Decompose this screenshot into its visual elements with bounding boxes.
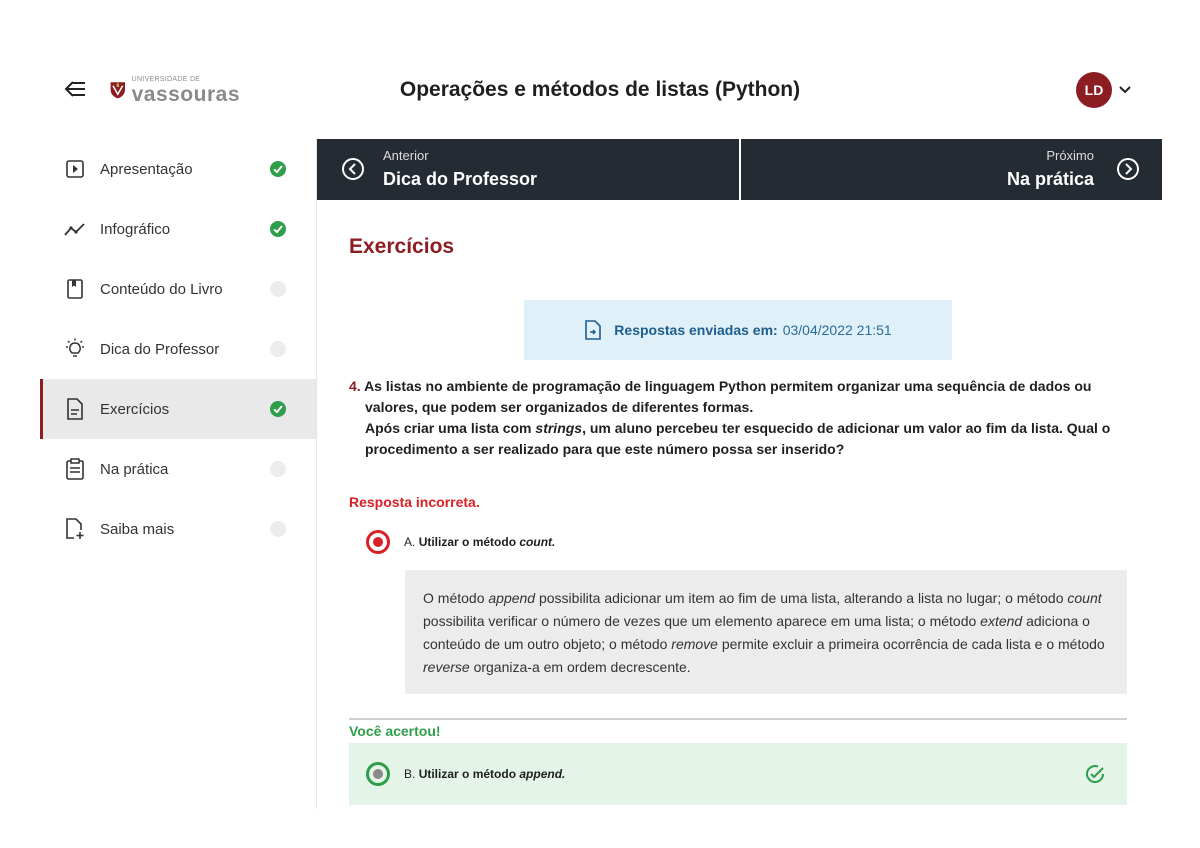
explanation-text: organiza-a em ordem decrescente. bbox=[469, 659, 691, 675]
option-label: Utilizar o método bbox=[418, 767, 520, 781]
sidebar-item-dica-do-professor[interactable] bbox=[40, 319, 316, 379]
status-check-icon bbox=[270, 221, 286, 237]
next-lesson-button[interactable] bbox=[741, 139, 1163, 200]
explanation-text: possibilita adicionar um item ao fim de uma lista, alterando a lista no lugar; o método bbox=[535, 590, 1068, 606]
question-number: 4. bbox=[349, 378, 361, 394]
explanation-text: possibilita verificar o número de vezes que um elemento aparece em uma lista; o método bbox=[423, 613, 981, 629]
lightbulb-icon bbox=[64, 338, 86, 360]
clipboard-icon bbox=[64, 458, 86, 480]
document-icon bbox=[64, 398, 86, 420]
previous-title: Dica do Professor bbox=[383, 169, 538, 189]
explanation-em: reverse bbox=[423, 659, 470, 675]
logo-big-text: vassouras bbox=[131, 82, 240, 106]
lesson-navbar bbox=[317, 139, 1162, 200]
answer-explanation bbox=[405, 570, 1127, 694]
next-label: Próximo bbox=[1046, 148, 1094, 163]
section-title: Exercícios bbox=[349, 235, 455, 258]
file-add-icon bbox=[64, 518, 86, 540]
divider bbox=[349, 718, 1127, 720]
sidebar bbox=[40, 139, 317, 809]
question-text-em: strings bbox=[535, 420, 583, 436]
sidebar-item-conteudo-do-livro[interactable] bbox=[40, 259, 316, 319]
explanation-em: append bbox=[488, 590, 536, 606]
avatar[interactable]: LD bbox=[1076, 72, 1112, 108]
sidebar-item-label: Infográfico bbox=[100, 220, 171, 238]
explanation-em: count bbox=[1067, 590, 1102, 606]
sidebar-item-exercicios[interactable] bbox=[40, 379, 316, 439]
option-label: Utilizar o método bbox=[418, 535, 520, 549]
option-a-text bbox=[404, 535, 555, 549]
question-text-2b: , um aluno percebeu ter esquecido de adicionar um valor ao fim da lista. Qual o procedimento a ser realizado para que este número possa ser inserido? bbox=[365, 420, 1111, 457]
sidebar-item-na-pratica[interactable] bbox=[40, 439, 316, 499]
radio-correct[interactable] bbox=[366, 762, 390, 786]
sidebar-item-apresentacao[interactable] bbox=[40, 139, 316, 199]
answer-option-b[interactable] bbox=[366, 762, 565, 786]
question bbox=[349, 376, 1129, 460]
book-icon bbox=[64, 278, 86, 300]
option-em: count. bbox=[519, 535, 556, 549]
status-pending-icon bbox=[270, 341, 286, 357]
chevron-down-icon[interactable] bbox=[1118, 85, 1132, 95]
sidebar-item-label: Apresentação bbox=[100, 160, 193, 178]
sidebar-item-label: Exercícios bbox=[100, 400, 170, 418]
chevron-left-circle-icon bbox=[341, 157, 365, 181]
status-pending-icon bbox=[270, 461, 286, 477]
check-circle-icon bbox=[1083, 762, 1107, 786]
question-text-2a: Após criar uma lista com bbox=[365, 420, 536, 436]
previous-lesson-button[interactable] bbox=[317, 139, 741, 200]
answers-sent-banner bbox=[524, 300, 952, 360]
explanation-em: remove bbox=[671, 636, 718, 652]
sidebar-item-label: Conteúdo do Livro bbox=[100, 280, 223, 298]
sidebar-item-label: Dica do Professor bbox=[100, 340, 220, 358]
incorrect-answer-label: Resposta incorreta. bbox=[349, 494, 480, 510]
option-letter: A. bbox=[404, 535, 416, 549]
sent-timestamp: 03/04/2022 21:51 bbox=[782, 322, 892, 338]
question-text: As listas no ambiente de programação de linguagem Python permitem organizar uma sequência de dados ou valores, que podem ser organizados de diferentes formas. bbox=[364, 378, 1092, 415]
sent-label: Respostas enviadas em: bbox=[614, 322, 778, 338]
page-title: Operações e métodos de listas (Python) bbox=[399, 78, 801, 101]
explanation-text: permite excluir a primeira ocorrência de cada lista e o método bbox=[717, 636, 1105, 652]
explanation-em: extend bbox=[980, 613, 1023, 629]
trend-icon bbox=[64, 218, 86, 240]
user-menu[interactable] bbox=[1076, 72, 1132, 108]
status-pending-icon bbox=[270, 521, 286, 537]
play-icon bbox=[64, 158, 86, 180]
option-letter: B. bbox=[404, 767, 416, 781]
sidebar-item-label: Saiba mais bbox=[100, 520, 175, 538]
answer-option-a[interactable] bbox=[366, 530, 555, 554]
status-pending-icon bbox=[270, 281, 286, 297]
header bbox=[0, 58, 1200, 122]
correct-answer-label: Você acertou! bbox=[349, 723, 441, 739]
option-em: append. bbox=[519, 767, 566, 781]
sidebar-item-saiba-mais[interactable] bbox=[40, 499, 316, 559]
explanation-text: adiciona o conteúdo de um outro objeto; o método bbox=[423, 613, 1090, 652]
explanation-text: O método bbox=[423, 590, 489, 606]
radio-selected-wrong[interactable] bbox=[366, 530, 390, 554]
chevron-right-circle-icon bbox=[1116, 157, 1140, 181]
next-title: Na prática bbox=[1006, 169, 1094, 189]
sidebar-item-infografico[interactable] bbox=[40, 199, 316, 259]
status-check-icon bbox=[270, 161, 286, 177]
sidebar-item-label: Na prática bbox=[100, 460, 169, 478]
logo-small-text: UNIVERSIDADE DE bbox=[131, 75, 201, 83]
option-b-text bbox=[404, 767, 565, 781]
document-send-icon bbox=[584, 320, 602, 340]
previous-label: Anterior bbox=[383, 148, 429, 163]
status-check-icon bbox=[270, 401, 286, 417]
